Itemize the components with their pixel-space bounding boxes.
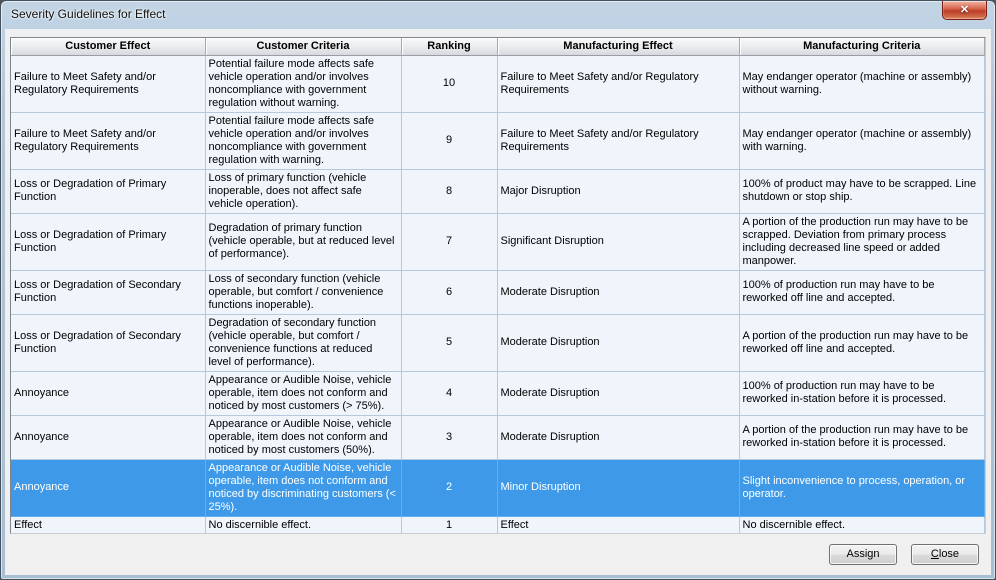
- cell-customer-effect[interactable]: Annoyance: [11, 415, 205, 459]
- cell-manufacturing-effect[interactable]: Moderate Disruption: [497, 270, 739, 314]
- cell-customer-criteria[interactable]: Loss of secondary function (vehicle operable, but comfort / convenience functions inoperable).: [205, 270, 401, 314]
- cell-customer-effect[interactable]: Failure to Meet Safety and/or Regulatory Requirements: [11, 112, 205, 169]
- footer-buttons: [829, 544, 979, 565]
- cell-ranking[interactable]: 9: [401, 112, 497, 169]
- table-row[interactable]: [11, 169, 985, 213]
- cell-manufacturing-effect[interactable]: Moderate Disruption: [497, 415, 739, 459]
- cell-manufacturing-criteria[interactable]: A portion of the production run may have to be reworked off line and accepted.: [739, 314, 985, 371]
- cell-manufacturing-criteria[interactable]: Slight inconvenience to process, operation, or operator.: [739, 459, 985, 516]
- severity-table: [11, 38, 985, 534]
- column-header-manufacturing-criteria[interactable]: Manufacturing Criteria: [739, 38, 985, 55]
- cell-customer-criteria[interactable]: Degradation of primary function (vehicle operable, but at reduced level of performance).: [205, 213, 401, 270]
- table-row[interactable]: [11, 459, 985, 516]
- column-header-customer-criteria[interactable]: Customer Criteria: [205, 38, 401, 55]
- cell-manufacturing-effect[interactable]: Minor Disruption: [497, 459, 739, 516]
- column-header-ranking[interactable]: Ranking: [401, 38, 497, 55]
- cell-manufacturing-effect[interactable]: Major Disruption: [497, 169, 739, 213]
- cell-customer-effect[interactable]: Effect: [11, 516, 205, 534]
- cell-ranking[interactable]: 2: [401, 459, 497, 516]
- cell-customer-effect[interactable]: Annoyance: [11, 459, 205, 516]
- table-row[interactable]: [11, 270, 985, 314]
- table-row[interactable]: [11, 371, 985, 415]
- window-title: Severity Guidelines for Effect: [11, 7, 166, 21]
- cell-customer-criteria[interactable]: No discernible effect.: [205, 516, 401, 534]
- severity-table-body: [11, 55, 985, 534]
- table-row[interactable]: [11, 415, 985, 459]
- column-header-customer-effect[interactable]: Customer Effect: [11, 38, 205, 55]
- cell-ranking[interactable]: 6: [401, 270, 497, 314]
- cell-manufacturing-criteria[interactable]: May endanger operator (machine or assembly) with warning.: [739, 112, 985, 169]
- cell-ranking[interactable]: 10: [401, 55, 497, 112]
- assign-button[interactable]: Assign: [829, 544, 897, 565]
- close-button[interactable]: [942, 1, 987, 20]
- cell-customer-effect[interactable]: Loss or Degradation of Primary Function: [11, 169, 205, 213]
- cell-manufacturing-criteria[interactable]: 100% of production run may have to be reworked in-station before it is processed.: [739, 371, 985, 415]
- cell-manufacturing-criteria[interactable]: A portion of the production run may have to be scrapped. Deviation from primary process including decreased line speed or added manpower.: [739, 213, 985, 270]
- close-dialog-button[interactable]: Close: [911, 544, 979, 565]
- cell-manufacturing-criteria[interactable]: No discernible effect.: [739, 516, 985, 534]
- cell-ranking[interactable]: 3: [401, 415, 497, 459]
- cell-customer-criteria[interactable]: Appearance or Audible Noise, vehicle operable, item does not conform and noticed by most customers (> 75%).: [205, 371, 401, 415]
- cell-manufacturing-effect[interactable]: Significant Disruption: [497, 213, 739, 270]
- titlebar[interactable]: [1, 1, 995, 29]
- cell-customer-criteria[interactable]: Appearance or Audible Noise, vehicle operable, item does not conform and noticed by most customers (50%).: [205, 415, 401, 459]
- cell-customer-effect[interactable]: Loss or Degradation of Secondary Function: [11, 314, 205, 371]
- cell-ranking[interactable]: 1: [401, 516, 497, 534]
- cell-customer-criteria[interactable]: Potential failure mode affects safe vehicle operation and/or involves noncompliance with government regulation with warning.: [205, 112, 401, 169]
- cell-customer-effect[interactable]: Loss or Degradation of Primary Function: [11, 213, 205, 270]
- cell-manufacturing-effect[interactable]: Failure to Meet Safety and/or Regulatory Requirements: [497, 112, 739, 169]
- table-row[interactable]: [11, 55, 985, 112]
- severity-table-panel: [10, 37, 986, 534]
- cell-customer-criteria[interactable]: Degradation of secondary function (vehicle operable, but comfort / convenience functions at reduced level of performance).: [205, 314, 401, 371]
- cell-manufacturing-effect[interactable]: Failure to Meet Safety and/or Regulatory Requirements: [497, 55, 739, 112]
- table-row[interactable]: [11, 516, 985, 534]
- cell-manufacturing-criteria[interactable]: 100% of production run may have to be reworked off line and accepted.: [739, 270, 985, 314]
- cell-manufacturing-effect[interactable]: Moderate Disruption: [497, 371, 739, 415]
- cell-customer-effect[interactable]: Failure to Meet Safety and/or Regulatory Requirements: [11, 55, 205, 112]
- table-row[interactable]: [11, 314, 985, 371]
- cell-manufacturing-effect[interactable]: Effect: [497, 516, 739, 534]
- cell-manufacturing-criteria[interactable]: A portion of the production run may have to be reworked in-station before it is processed.: [739, 415, 985, 459]
- dialog-body: [5, 29, 991, 575]
- table-row[interactable]: [11, 112, 985, 169]
- column-header-manufacturing-effect[interactable]: Manufacturing Effect: [497, 38, 739, 55]
- cell-customer-criteria[interactable]: Potential failure mode affects safe vehicle operation and/or involves noncompliance with government regulation without warning.: [205, 55, 401, 112]
- cell-ranking[interactable]: 8: [401, 169, 497, 213]
- cell-ranking[interactable]: 5: [401, 314, 497, 371]
- cell-customer-criteria[interactable]: Loss of primary function (vehicle inoperable, does not affect safe vehicle operation).: [205, 169, 401, 213]
- table-row[interactable]: [11, 213, 985, 270]
- cell-manufacturing-criteria[interactable]: May endanger operator (machine or assembly) without warning.: [739, 55, 985, 112]
- cell-customer-effect[interactable]: Loss or Degradation of Secondary Function: [11, 270, 205, 314]
- cell-manufacturing-criteria[interactable]: 100% of product may have to be scrapped. Line shutdown or stop ship.: [739, 169, 985, 213]
- cell-ranking[interactable]: 7: [401, 213, 497, 270]
- cell-customer-effect[interactable]: Annoyance: [11, 371, 205, 415]
- cell-manufacturing-effect[interactable]: Moderate Disruption: [497, 314, 739, 371]
- cell-ranking[interactable]: 4: [401, 371, 497, 415]
- cell-customer-criteria[interactable]: Appearance or Audible Noise, vehicle operable, item does not conform and noticed by discriminating customers (< 25%).: [205, 459, 401, 516]
- close-icon: ✕: [959, 4, 970, 16]
- table-header-row: [11, 38, 985, 55]
